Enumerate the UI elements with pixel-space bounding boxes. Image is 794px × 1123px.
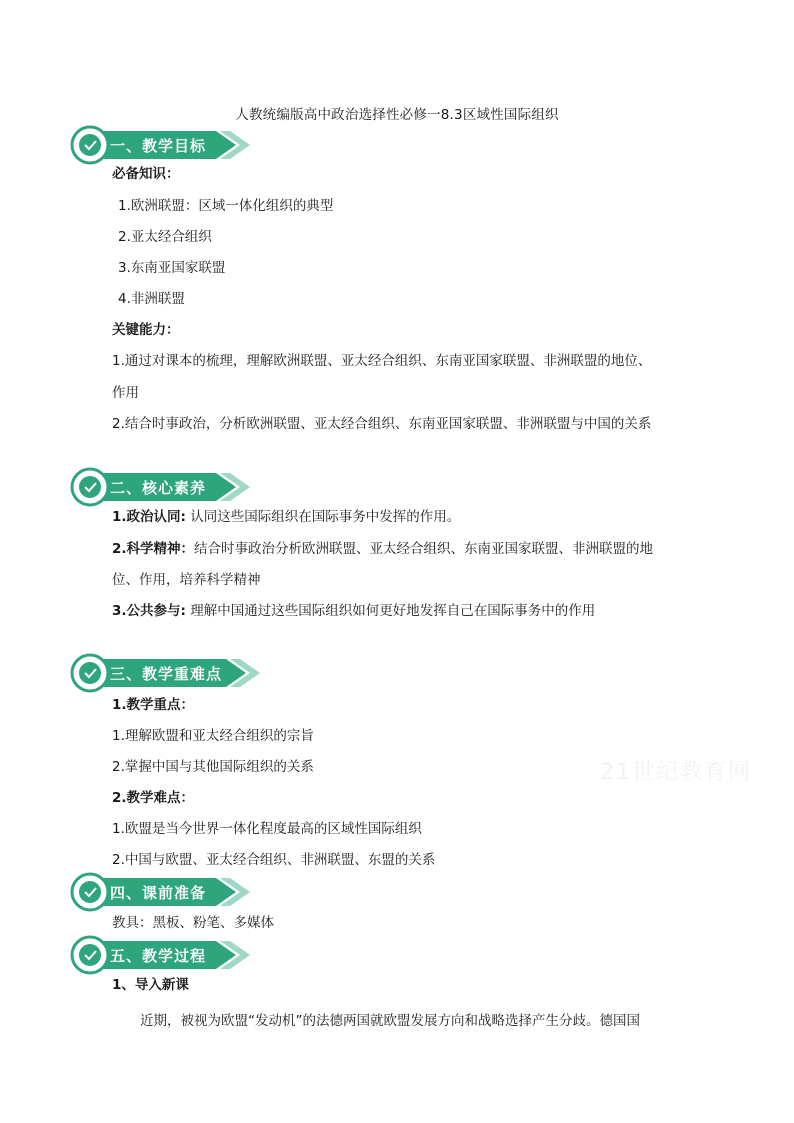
key-point-item: 2.掌握中国与其他国际组织的关系 — [112, 759, 314, 775]
knowledge-label: 必备知识： — [112, 166, 180, 182]
teaching-tools: 教具：黑板、粉笔、多媒体 — [112, 915, 274, 931]
knowledge-item: 2.亚太经合组织 — [118, 229, 212, 245]
item-label: 3.公共参与: — [112, 603, 186, 619]
key-points-label: 1.教学重点： — [112, 697, 195, 713]
literacy-item-political — [112, 508, 460, 526]
item-label: 2.科学精神： — [112, 541, 195, 557]
knowledge-item: 1.欧洲联盟：区域一体化组织的典型 — [118, 198, 334, 214]
section-heading: 一、教学目标 — [110, 137, 207, 155]
watermark: 21世纪教育网 — [600, 760, 752, 785]
intro-paragraph: 近期，被视为欧盟“发动机”的法德两国就欧盟发展方向和战略选择产生分歧。德国国 — [140, 1013, 640, 1029]
ability-line: 1.通过对课本的梳理，理解欧洲联盟、亚太经合组织、东南亚国家联盟、非洲联盟的地位、 — [112, 353, 652, 369]
subsection-heading: 1、导入新课 — [112, 977, 189, 993]
difficult-point-item: 2.中国与欧盟、亚太经合组织、非洲联盟、东盟的关系 — [112, 852, 436, 868]
section-banner-teaching-goals — [70, 125, 250, 165]
section-banner-preparation — [70, 872, 250, 912]
literacy-item-public — [112, 602, 595, 620]
ability-label: 关键能力： — [112, 322, 180, 338]
literacy-item-science-cont: 位、作用，培养科学精神 — [112, 572, 261, 588]
section-heading: 二、核心素养 — [110, 479, 207, 497]
section-banner-core-literacy — [70, 467, 250, 507]
knowledge-item: 3.东南亚国家联盟 — [118, 260, 226, 276]
knowledge-item: 4.非洲联盟 — [118, 291, 185, 307]
difficult-point-item: 1.欧盟是当今世界一体化程度最高的区域性国际组织 — [112, 821, 422, 837]
item-text: 认同这些国际组织在国际事务中发挥的作用。 — [185, 509, 461, 525]
section-banner-process — [70, 935, 250, 975]
item-label: 1.政治认同: — [112, 509, 186, 525]
section-heading: 四、课前准备 — [110, 884, 207, 902]
item-text: 理解中国通过这些国际组织如何更好地发挥自己在国际事务中的作用 — [185, 603, 596, 619]
section-heading: 五、教学过程 — [110, 947, 207, 965]
ability-line: 作用 — [112, 385, 139, 401]
ability-line: 2.结合时事政治，分析欧洲联盟、亚太经合组织、东南亚国家联盟、非洲联盟与中国的关系 — [112, 416, 652, 432]
item-text: 结合时事政治分析欧洲联盟、亚太经合组织、东南亚国家联盟、非洲联盟的地 — [194, 541, 654, 557]
difficult-points-label: 2.教学难点： — [112, 790, 195, 806]
section-banner-key-difficult — [70, 653, 260, 693]
document-title: 人教统编版高中政治选择性必修一8.3区域性国际组织 — [235, 107, 559, 123]
section-heading: 三、教学重难点 — [110, 665, 223, 683]
key-point-item: 1.理解欧盟和亚太经合组织的宗旨 — [112, 728, 314, 744]
literacy-item-science — [112, 540, 653, 558]
